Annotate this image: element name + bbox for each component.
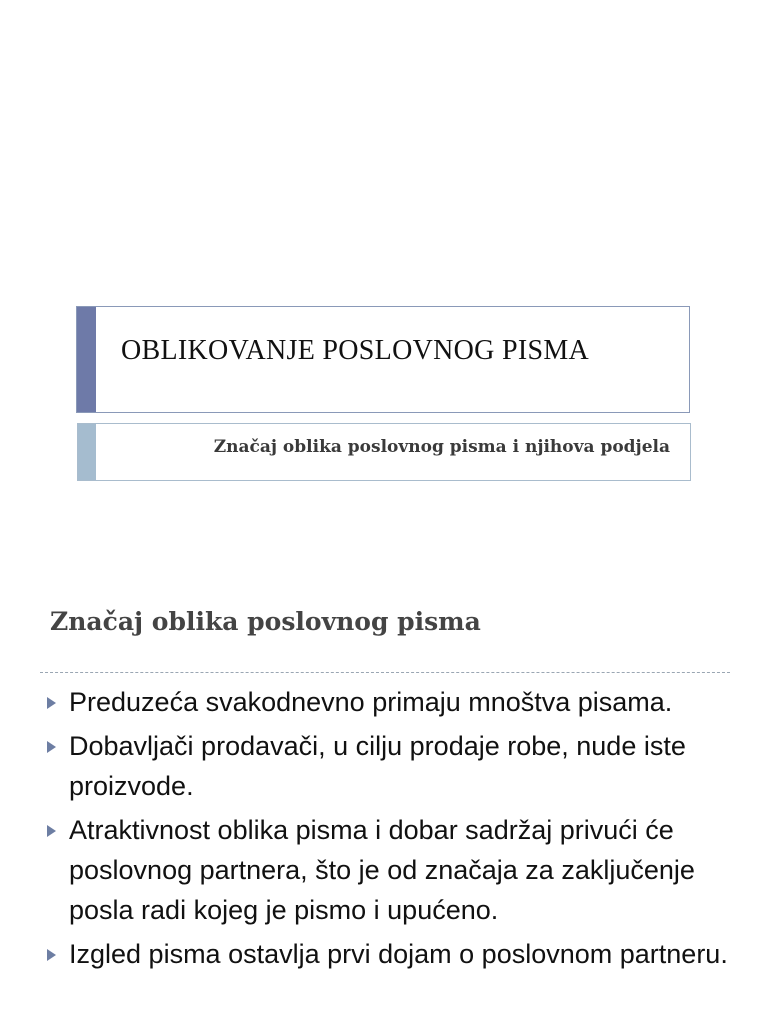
subtitle-accent-bar [78,424,96,480]
title-box [76,306,690,413]
list-item [44,810,744,930]
bullet-text: Dobavljači prodavači, u cilju prodaje robe, nude iste proizvode. [69,731,686,801]
triangle-bullet-icon [47,825,56,837]
slide-title: OBLIKOVANJE POSLOVNOG PISMA [121,335,590,366]
bullet-text: Atraktivnost oblika pisma i dobar sadržaj privući će poslovnog partnera, što je od značaja za zaključenje posla radi kojeg je pismo i upućeno. [69,815,695,925]
triangle-bullet-icon [47,741,56,753]
list-item [44,682,744,722]
list-item [44,726,744,806]
list-item [44,934,744,974]
triangle-bullet-icon [47,697,56,709]
content-heading: Značaj oblika poslovnog pisma [50,607,481,636]
triangle-bullet-icon [47,949,56,961]
bullet-text: Preduzeća svakodnevno primaju mnoštva pisama. [69,687,673,717]
bullet-list [44,682,744,978]
title-accent-bar [77,307,96,412]
subtitle-box [77,423,691,481]
slide-subtitle: Značaj oblika poslovnog pisma i njihova podjela [213,437,670,457]
bullet-text: Izgled pisma ostavlja prvi dojam o poslovnom partneru. [69,939,728,969]
heading-divider [40,672,730,673]
